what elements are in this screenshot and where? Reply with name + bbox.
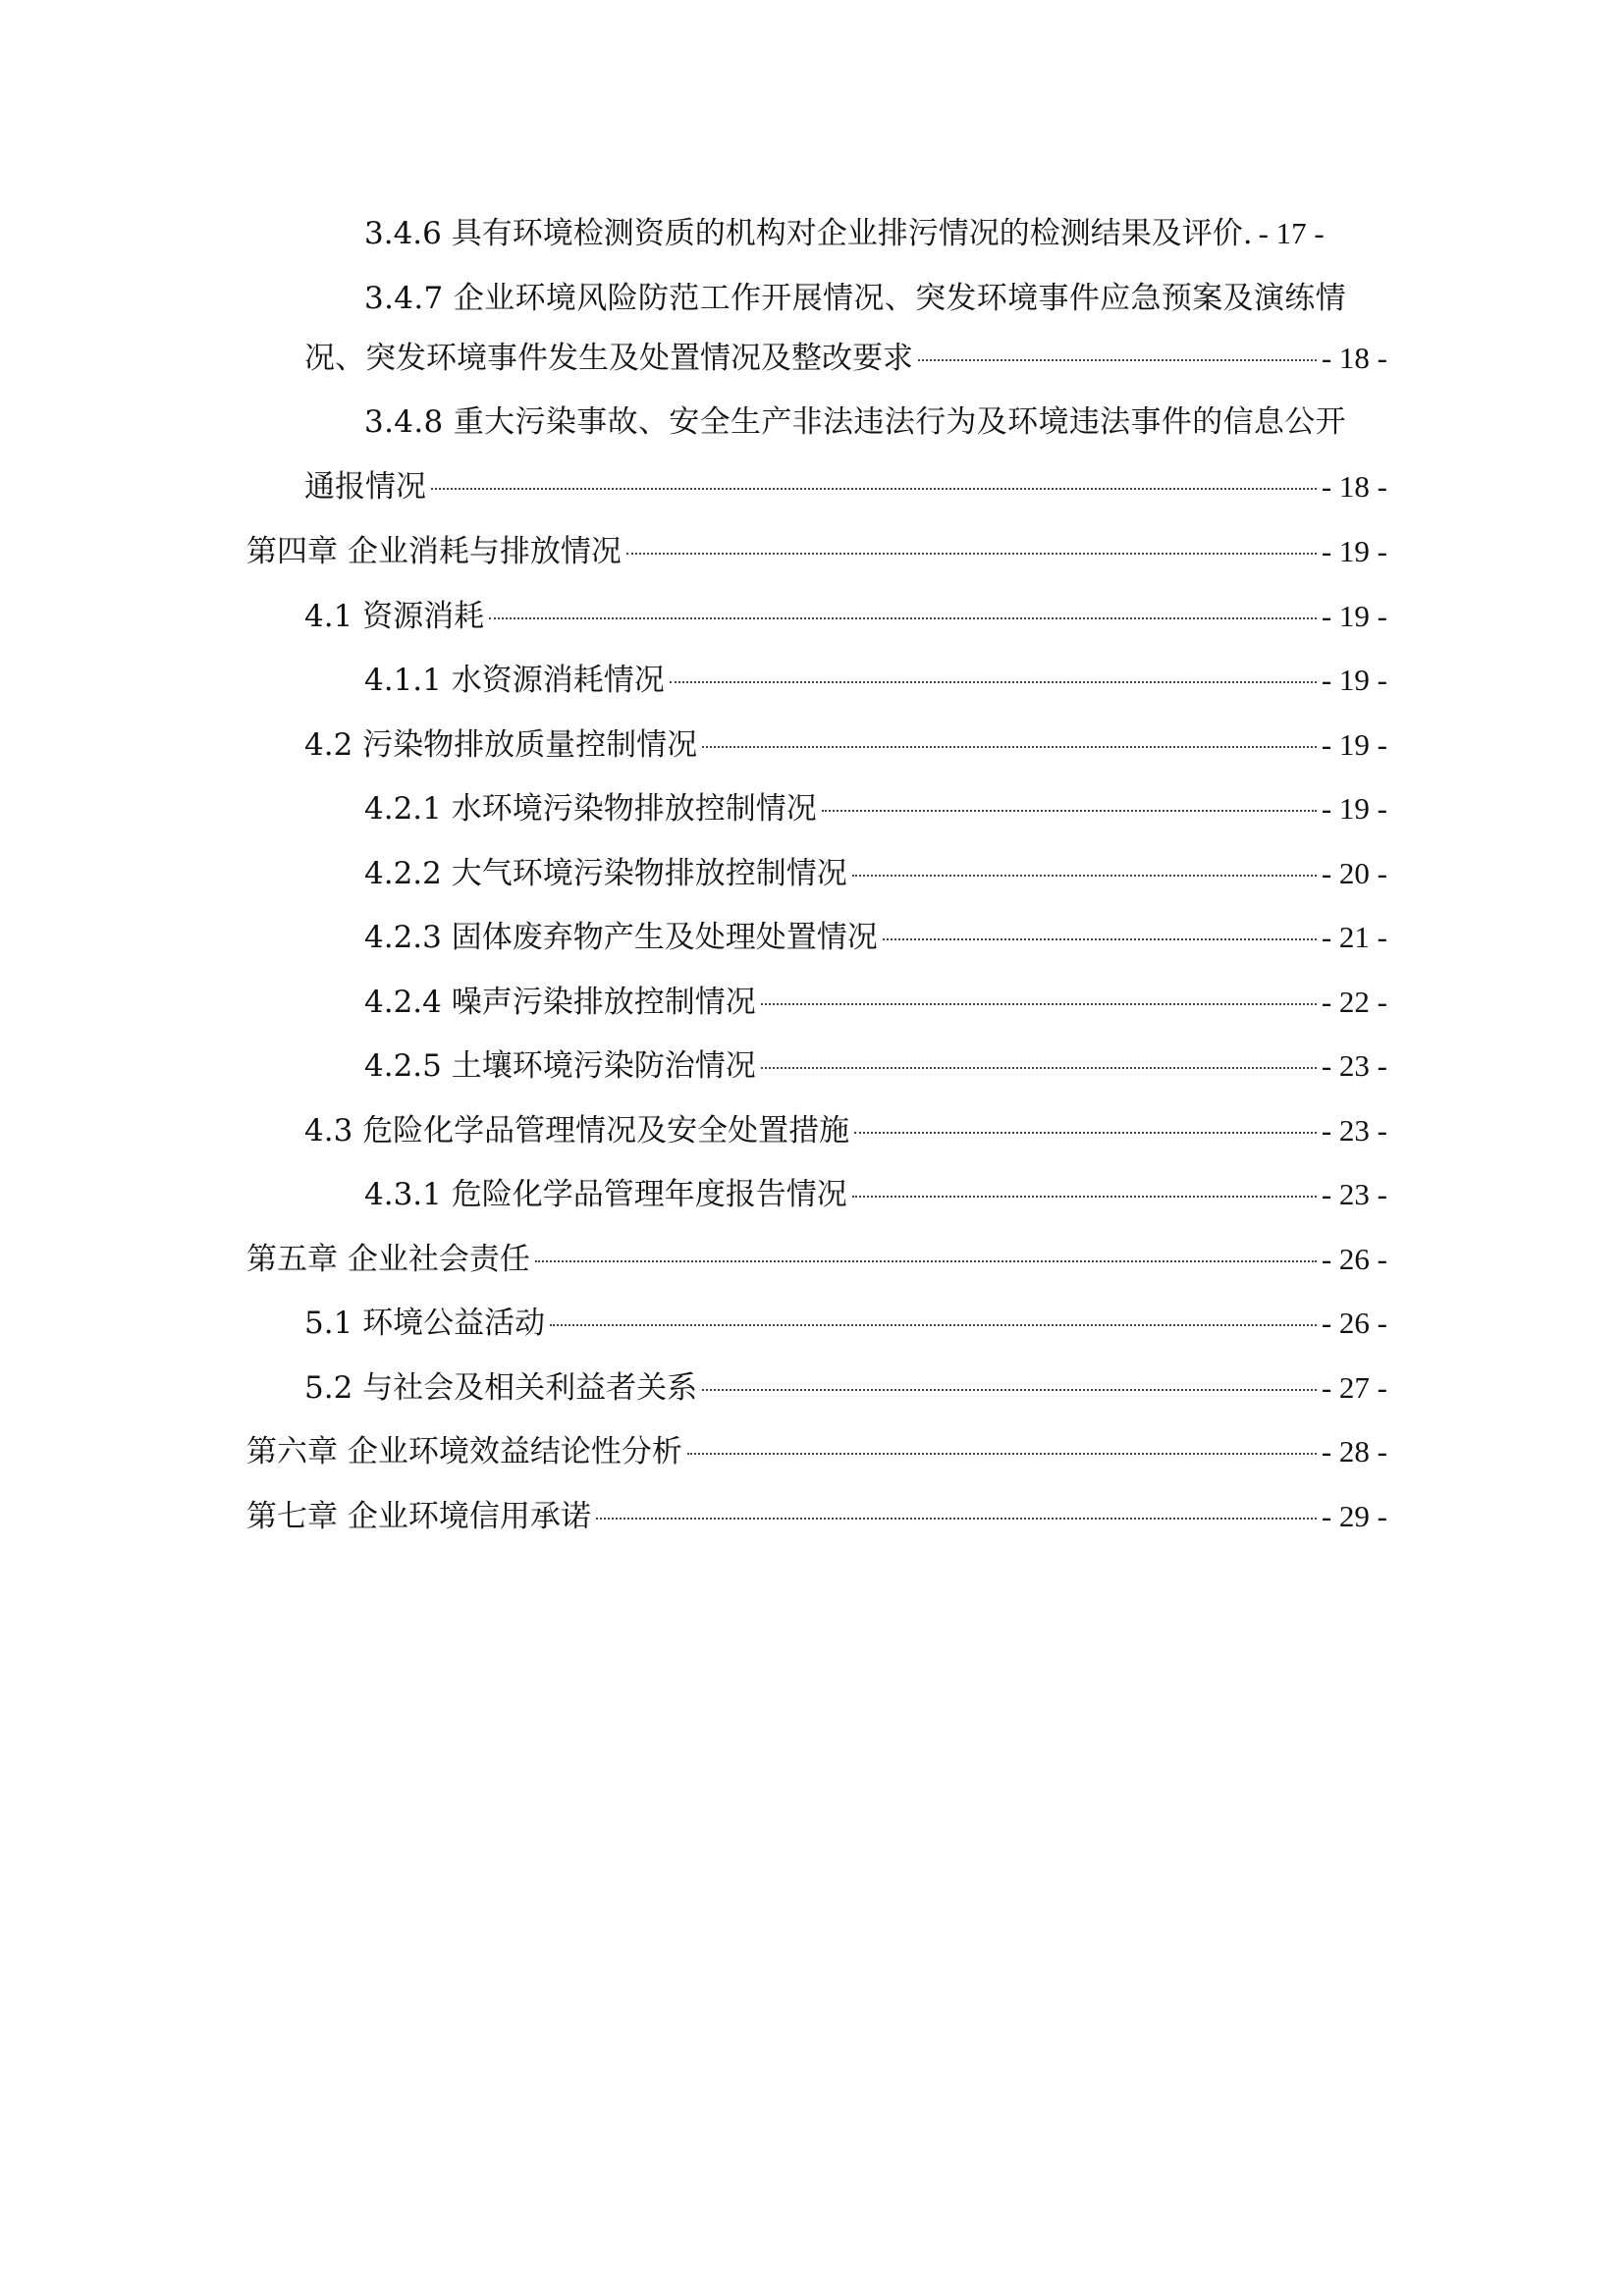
toc-leader-dots [535,1260,1317,1262]
toc-leader-dots [431,488,1317,490]
toc-entry-page: - 23 - [1321,1177,1387,1211]
toc-entry-title: 5.2 与社会及相关利益者关系 [304,1370,698,1406]
toc-leader-dots [702,1389,1317,1391]
toc-entry-3-4-6[interactable] [364,210,1387,257]
toc-entry-3-4-8-continued[interactable] [304,463,1387,510]
toc-entry-title: 4.2.3 固体废弃物产生及处理处置情况 [364,920,878,955]
toc-entry-page: - 22 - [1321,985,1387,1019]
toc-entry-3-4-8[interactable] [364,399,1387,446]
toc-entry-3-4-7[interactable] [364,275,1387,322]
toc-entry-page: - 20 - [1321,856,1387,890]
toc-leader-dots [822,810,1317,812]
toc-entry-4-2-2[interactable] [364,850,1387,897]
toc-leader-dots [918,359,1317,361]
toc-entry-page: - 23 - [1321,1113,1387,1148]
toc-entry-page: - 19 - [1321,727,1387,762]
toc-entry-3-4-7-continued[interactable] [304,335,1387,382]
toc-entry-page: - 21 - [1321,920,1387,954]
toc-leader-dots [670,681,1317,683]
toc-entry-chapter-5[interactable] [246,1236,1387,1283]
toc-leader-dots [687,1453,1317,1455]
toc-entry-title: 第五章 企业社会责任 [246,1242,530,1277]
toc-leader-dots [761,1067,1317,1069]
toc-entry-page: - 18 - [1321,469,1387,504]
toc-entry-page: - 19 - [1321,791,1387,826]
toc-entry-page: - 26 - [1321,1242,1387,1276]
toc-leader-dots [852,875,1317,877]
toc-entry-chapter-4[interactable] [246,528,1387,575]
toc-entry-5-1[interactable] [304,1300,1387,1347]
toc-entry-title: 况、突发环境事件发生及处置情况及整改要求 [304,341,913,376]
toc-entry-title: 第四章 企业消耗与排放情况 [246,534,622,569]
toc-entry-page: - 18 - [1321,341,1387,375]
toc-entry-4-3[interactable] [304,1107,1387,1154]
toc-leader-dots [761,1003,1317,1005]
toc-entry-title: 3.4.7 企业环境风险防范工作开展情况、突发环境事件应急预案及演练情 [364,281,1346,316]
toc-entry-title: 5.1 环境公益活动 [304,1306,546,1341]
toc-entry-4-2-5[interactable] [364,1042,1387,1090]
toc-leader-dots [852,1196,1317,1198]
toc-entry-chapter-7[interactable] [246,1493,1387,1540]
toc-entry-title: 4.3.1 危险化学品管理年度报告情况 [364,1177,847,1212]
toc-entry-title: 第七章 企业环境信用承诺 [246,1499,591,1534]
toc-entry-title: 第六章 企业环境效益结论性分析 [246,1434,682,1469]
toc-entry-title: 4.2.4 噪声污染排放控制情况 [364,985,756,1020]
toc-entry-5-2[interactable] [304,1364,1387,1412]
toc-entry-4-1[interactable] [304,593,1387,640]
toc-entry-4-2-4[interactable] [364,979,1387,1026]
toc-entry-title: 4.2.1 水环境污染物排放控制情况 [364,791,817,827]
toc-entry-title: 3.4.6 具有环境检测资质的机构对企业排污情况的检测结果及评价. [364,216,1253,251]
toc-entry-title: 3.4.8 重大污染事故、安全生产非法违法行为及环境违法事件的信息公开 [364,404,1346,440]
toc-entry-title: 4.3 危险化学品管理情况及安全处置措施 [304,1113,850,1148]
toc-entry-title: 4.1.1 水资源消耗情况 [364,663,665,698]
toc-entry-title: 4.1 资源消耗 [304,599,485,634]
toc-leader-dots [550,1324,1317,1326]
toc-leader-dots [854,1132,1317,1134]
toc-leader-dots [489,617,1317,619]
toc-entry-page: - 17 - [1258,216,1325,250]
toc-entry-page: - 27 - [1321,1370,1387,1405]
toc-leader-dots [596,1518,1317,1520]
toc-leader-dots [883,938,1317,940]
toc-entry-page: - 19 - [1321,663,1387,697]
toc-entry-page: - 28 - [1321,1434,1387,1468]
toc-entry-page: - 23 - [1321,1048,1387,1083]
toc-entry-page: - 29 - [1321,1499,1387,1533]
toc-entry-4-3-1[interactable] [364,1171,1387,1218]
toc-entry-4-2-1[interactable] [364,785,1387,832]
toc-entry-4-1-1[interactable] [364,657,1387,704]
toc-entry-title: 通报情况 [304,469,426,505]
toc-leader-dots [626,553,1317,555]
toc-entry-page: - 19 - [1321,599,1387,633]
toc-leader-dots [702,746,1317,748]
toc-entry-chapter-6[interactable] [246,1428,1387,1475]
toc-entry-page: - 26 - [1321,1306,1387,1340]
toc-entry-4-2[interactable] [304,721,1387,769]
toc-entry-title: 4.2 污染物排放质量控制情况 [304,727,698,763]
toc-entry-4-2-3[interactable] [364,914,1387,961]
toc-entry-title: 4.2.2 大气环境污染物排放控制情况 [364,856,847,891]
toc-entry-title: 4.2.5 土壤环境污染防治情况 [364,1048,756,1084]
toc-entry-page: - 19 - [1321,534,1387,568]
